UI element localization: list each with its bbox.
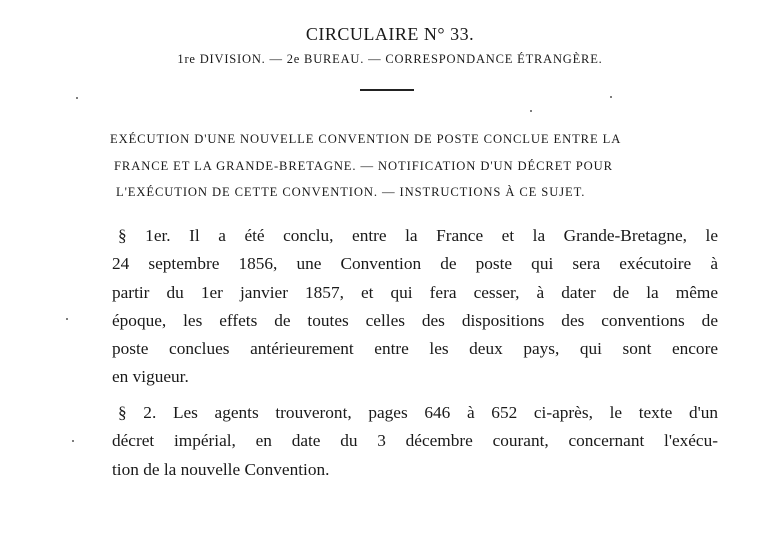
heading-line: FRANCE ET LA GRANDE-BRETAGNE. — NOTIFICATION D'UN DÉCRET POUR (114, 158, 613, 173)
circular-title: CIRCULAIRE N° 33. (305, 24, 475, 44)
circular-heading (110, 126, 722, 206)
heading-line: EXÉCUTION D'UNE NOUVELLE CONVENTION DE POSTE CONCLUE ENTRE LA (110, 132, 622, 146)
title-rule (360, 89, 414, 91)
paragraph-line: en vigueur. (112, 367, 189, 387)
paper-speck (530, 110, 532, 112)
paper-speck (66, 318, 68, 320)
paragraph-2 (112, 399, 718, 484)
paper-speck (76, 97, 78, 99)
paper-speck (72, 440, 74, 442)
paragraph-line: § 1er. Il a été conclu, entre la France et la Grande-Bretagne, le (118, 226, 718, 245)
heading-line: L'EXÉCUTION DE CETTE CONVENTION. — INSTRUCTIONS À CE SUJET. (116, 185, 586, 199)
division-subtitle: 1re DIVISION. — 2e BUREAU. — CORRESPONDANCE ÉTRANGÈRE. (177, 52, 603, 66)
paragraph-line: tion de la nouvelle Convention. (112, 459, 330, 479)
paragraph-line: décret impérial, en date du 3 décembre courant, concernant l'exécu- (112, 431, 718, 451)
paragraph-1 (112, 222, 718, 392)
paragraph-line: 24 septembre 1856, une Convention de poste qui sera exécutoire à (112, 254, 718, 274)
paragraph-line: époque, les effets de toutes celles des dispositions des conventions de (112, 310, 718, 330)
paper-speck (610, 96, 612, 98)
paragraph-line: poste conclues antérieurement entre les deux pays, qui sont encore (112, 339, 718, 359)
paragraph-line: § 2. Les agents trouveront, pages 646 à 652 ci-après, le texte d'un (118, 403, 718, 422)
paragraph-line: partir du 1er janvier 1857, et qui fera cesser, à dater de la même (112, 282, 718, 302)
